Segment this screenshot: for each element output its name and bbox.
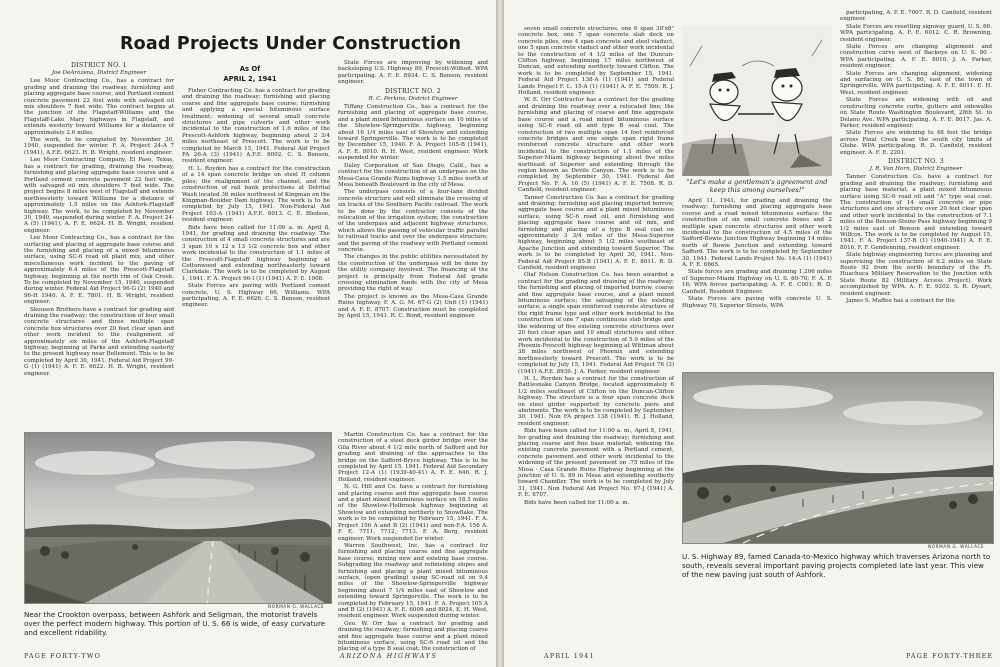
paragraph: Lee Moor Contracting Company, El Paso, Texas, has a contract for grading, draining the roadway, furnishing and placing aggregate base course and a Portland cement concrete pavement 22 feet wide, with salvaged oil mix shoulders 7 feet wide. The project begins 8 miles west of Flagstaff and extends northwesterly toward Williams for a distance of approximately 1.5 miles on the Ashfork-Flagstaff highway. The work, to be completed by November 30, 1940, suspended during winter. F. A. Project 24-A (5) (1941), A. F. E. 6624. H. B. Wright, resident engineer. (24, 157, 174, 234)
highway-photo-ashfork (682, 372, 994, 544)
paragraph: State Forces are changing alignment, widening and surfacing on U. S. 80, east of the town of Springerville. WPA participating. A. F. E. 6011. E. H. West, resident engineer. (840, 70, 992, 96)
paragraph: Tiffany Construction Co., has a contract for the furnishing and placing of aggregate base course, and a plant mixed bituminous surface on 10 miles of the Showlow-Springerville highway, beginning about 16 1/4 miles east of Showlow and extending toward Springerville. The work is to be completed by December 15, 1940. F. A. Project 105-B (1941), A. F. E. 8010. R. H. West, resident engineer. Work suspended for winter. (338, 104, 488, 162)
magazine-name: ARIZONA HIGHWAYS (340, 652, 438, 660)
paragraph: State Forces are changing alignment and construction curve west of Backeye on U. S. 80 - WPA participating. A. F. E. 8010. J. A. Parker, resident engineer. (840, 44, 992, 70)
district-3-engineer: J. R. Van Horn, District Engineer (869, 165, 963, 172)
paragraph: April 11, 1941, for grading and draining the roadway; furnishing and placing aggregate base course and a road mixed bituminous surface: the construction of six small concrete boxes and 2 multiple span concrete structures and other work incidental to the construction of 4.5 miles of the Safford-Bowie Junction Highway beginning 14 miles north of Bowie Junction and extending toward Safford. The work is to be completed by September 30, 1941. Federal Lands Project No. 14-A (1) (1941) A. F. E. 6665. (682, 198, 832, 269)
date-label: APRIL 2, 1941 (223, 75, 277, 83)
paragraph: Skousen Brothers have a contract for grading and draining the roadway; the construction of four small concrete structures and three multiple span concrete box structures over 20 feet clear span and other work incident to the realignment of approximately six miles of the Ashfork-Flagstaff highway, beginning at Parks and extending easterly to the present highway near Bellemont. This is to be completed by April 30, 1941. Federal Aid Project 99-G (1) (1941) A. F. E. 6622. H. B. Wright, resident engineer. (24, 306, 174, 377)
district-2-heading: DISTRICT NO. 2 (385, 87, 441, 95)
road-scene-illustration (25, 433, 331, 603)
paragraph: Geo. W. Orr has a contract for grading and draining the roadway; furnishing and placing coarse and fine aggregate base course and a plant mixed bituminous surface, using SC-6 road oil and the placing of a type B seal coat; the construction of (338, 620, 488, 653)
paragraph: participating, A. F. E. 7007. R. D. Canfield, resident engineer. (840, 10, 993, 23)
road-scene-illustration (683, 373, 993, 543)
paragraph: Tanner Construction Co. have a contract for grading and draining the roadway; furnishing and placing base material, a plant mixed bituminous surface using SC-6 road oil and "A" type seal coat. The construction of 14 small concrete or pipe structures and one structure over 20 feet clear span and other work incidental to the construction of 7.1 miles of the Benson-Steins Pass highway beginning 9 1/2 miles east of Benson and extending toward Willcox. The work is to be completed by August 15, 1941. F. A. Project 137-B (1) (1940-1941) A. F. E. 8016. F. F. Gendenning, resident engineer. (840, 174, 992, 251)
paragraph: Olaf Nelson Construction Co. has been awarded a contract for the grading and draining of the roadway; the furnishing and placing of imported borrow, coarse and fine aggregate base course, and a plant mixed bituminous surface; the salvaging of the existing surface; a single span reinforced concrete structure of the rigid frame type and other work incidental to the construction of one 7 span continuous slab bridge and the widening of five existing concrete structures over 20 feet clear span and 10 small structures and other work incidental to the construction of 5.9 miles of the Phoenix-Prescott highway beginning at Wittman about 38 miles northwest of Phoenix and extending northwesterly toward Prescott. The work is to be completed by July 15, 1941. Federal Aid Project 76 (3) (1941) A.F.E. 8939. J. A. Parker, resident engineer. (518, 272, 674, 375)
paragraph: H. L. Royden has a contract for the construction of Rattlesnake Canyon Bridge, located approximately 6 1/2 miles southeast of Clifton on the Duncan-Clifton highway. The structure is a four span concrete deck on steel girder supported by concrete piers and abutments. The work is to be completed by September 30, 1941. Non FA project 138 (1941). R. J. Holland, resident engineer. (518, 375, 674, 427)
as-of-date (195, 64, 305, 84)
left-column-3-continued (338, 432, 488, 653)
district-1-heading: DISTRICT NO. 1 (71, 62, 127, 69)
paragraph: The changes in the public utilities necessitated by the construction of the underpass will be done by the utility company involved. The financing of the project is principally from Federal Aid grade crossing elimination funds with the city of Mesa providing the right of way. (338, 254, 488, 293)
paragraph: seven small concrete structures, one 6 span 30'x8" concrete box, one 7 span concrete slab deck on concrete piles, one 4 span concrete and steel viaduct, one 5 span concrete viaduct and other work incidental to the construction of 4 1/2 miles of the Duncan-Clifton highway, beginning 17 miles northwest of Duncan, and extending northerly toward Clifton. The work is to be completed by September 15, 1941. Federal Aid Project 138-A (1) (1941) and Federal Lands Project F. L. 15-A (1) (1941) A. F. E. 7509. R. J. Holland, resident engineer. (518, 26, 674, 97)
paragraph: State forces are grading and draining 1,206 miles of Superior-Miami Highway on U. S. 60-70; F. A. P. 16; WPA forces participating, A. F. E. C001; R. D. Canfield, Resident Engineer. (682, 269, 832, 295)
issue-date: APRIL 1941 (544, 652, 595, 660)
paragraph: Warren Southwest, Inc. has a contract for furnishing and placing coarse and fine aggregate base course; mixing new and existing base course. Subgrading the roadway and refinishing slopes and furnishing and placing a plant mixed bituminous surface, (open grading) using SC-road oil on 9.4 miles of the Showlow-Springerville highway beginning about 7 1/4 miles east of Showlow and extending toward Springerville. The work is to be completed by February 15, 1941. F. A. Project 105 A and B (2) (1941) A. F. E. 6009 and 8024, E. H. West, resident engineer. Work suspended during winter. (338, 542, 488, 620)
paragraph: State Forces are widening to 48 feet the bridge across Pinal Creek near the south city limits of Globe. WPA participating. R. D. Canfield, resident engineer. A. F. E. 2201. (840, 130, 992, 156)
photo-caption: Near the Crookton overpass, between Ashfork and Seligman, the motorist travels over the perfect modern highway. This portion of U. S. 66 is wide, of easy curvature and excellent ridability. (24, 610, 326, 637)
cartoon-drawing (682, 26, 832, 176)
page-number-right: PAGE FORTY-THREE (906, 652, 994, 660)
paragraph: W. E. Orr Contractor has a contract for the grading and draining the roadway over a relocated line; the furnishing and placing of coarse and fine aggregate base course and a road mixed bituminous surface using SC-6 road oil and type B seal coat. The construction of two multiple span 14 foot reinforced concrete bridges and one single span rigid frame reinforced concrete structure and other work incidental to the construction of 1.1 miles of the Superior-Miami highway beginning about five miles northeast of Superior and extending through the region known as Devils Canyon. The work is to be completed by September 30, 1941. Federal Aid Project No. F. A. 16 (5) (1941) A. F. E. 7508. R. D. Canfield, resident engineer. (518, 97, 674, 194)
cartoon-illustration (682, 26, 832, 176)
paragraph: Lee Moor Contracting Co., has a contract for grading and draining the roadway, furnishing and placing aggregate base course, and Portland cement concrete pavement 22 feet wide with salvaged oil mix shoulders 7 feet wide. The contract begins at the junction of the Flagstaff-Williams and the Flagstaff-Lake Mary highways in Flagstaff, and extends westerly toward Williams for a distance of approximately 2.6 miles. (24, 78, 174, 136)
paragraph: Tanner Construction Co. has a contract for grading and draining; furnishing and placing imported borrow, aggregate base course and a plant mixed bituminous surface, using SC-6 road oil, and furnishing and placing aggregate base course and oil mix, and furnishing and placing of a type B seal coat on approximately 3 3/4 miles of the Mesa-Superior highway, beginning about 5 1/2 miles southeast of Apache Junction and extending toward Superior. The work is to be completed by April 30, 1941. Non-Federal Aid Project 85-B (1941) A. F. E. 8011. R. D. Canfield, resident engineer. (518, 194, 674, 272)
page-forty-three (504, 0, 1000, 667)
district-3-heading: DISTRICT NO. 3 (888, 157, 944, 165)
paragraph: State Forces are resetting signway guard, U. S. 60. WPA participating. A. F. E. 6012. C. R. Browning, resident engineer. (840, 23, 992, 43)
paragraph: State Forces are paving with Portland cement concrete, U. S. Highway 66, Williams. WPA participating. A. F. E. 6626. C. S. Benson, resident engineer. (182, 283, 330, 309)
paragraph: H. L. Royden has a contract for the construction of a 14 span concrete bridge on steel H column piles; the realignment of the channel, and the construction of rail bank protections at Detrital Wash located 36 miles northwest of Kingman on the Kingman-Boulder Dam highway. The work is to be completed by July 15, 1941. Non-Federal Aid Project 103-A (1941) A.F.E. 8013. C. E. Bledsoe, resident engineer. (182, 165, 330, 224)
photo-caption: U. S. Highway 89, famed Canada-to-Mexico highway which traverses Arizona north to south, reveals several important paving projects completed late last year. This view of the new paving just south of Ashfork. (682, 552, 991, 579)
paragraph: Martin Construction Co. has a contract for the construction of a steel deck girder bridge over the Gila River about 4 1/2 mile north of Safford and for grading and draining of the approaches to the bridge on the Safford-Bryce highway. This is to be completed by April 15, 1941. Federal Aid Secondary Project 12-A (1) (1939-40-41) A. F. E. 646. R. J. Holland, resident engineer. (338, 432, 488, 483)
paragraph: Daley Corporation of San Diego, Calif., has a contract for the construction of an underpass on the Mesa-Casa Grande Ruins highway 1.5 miles north of Mesa beneath Boulevard in the city of Mesa. (338, 162, 488, 188)
paragraph: The project is known as the Mesa-Casa Grande Ruins highway, F. A. G. M. 67-G (2) Unit (1) (1941) and A. F. E. 8707. Construction must be completed by April 15, 1941. R. C. Bond, resident engineer. (338, 293, 488, 320)
paragraph: Bids have been called for 11:00 a. m. (524, 499, 630, 506)
paragraph: Bids have been called for 11:00 a. m. April 8, 1941, for grading and draining the roadway. The construction of 4 small concrete structures and are 3 span 10 x 12 x 13 1/2 concrete box and other work incidental to the construction of 1.1 miles of the Prescott-Flagstaff highway beginning at Cottonwood and extending northeasterly toward Clarkdale. The work is to be completed by August 1, 1941. F. A. Project 96-I (1) (1941) A. F. E. 1908. (182, 224, 330, 282)
paragraph: State Forces are widening with oil and constructing concrete curbs, gutters and sidewalks on State Route Washington Boulevard, 28th St. to Delano Ave. WPA participating. A. F. E. 8017. Jas. A. Parker, resident engineer. (840, 97, 992, 129)
page-forty-two (0, 0, 496, 667)
paragraph: The underpass consists of a four-lane divided concrete structure and will eliminate the crossing of six tracks of the Southern Pacific railroad. The work to be done by the contractor consists of the relocation of the irrigation system; the construction of the underpass and adjacent highway structures, which allows the passing of vehicular traffic parallel to railroad tracks and over the underpass structure; and the paving of the roadway with Portland cement concrete. (338, 189, 488, 253)
paragraph: N. G. Hill and Co. have a contract for furnishing and placing coarse and fine aggregate base course and a plant mixed bituminous surface on 18.5 miles of the Showlow-Holbrook highway beginning at Showlow and extending northerly to Snowflake. The work is to be completed by February 15, 1941. F. A. Project 156 A and B (2) (1941) and non-F.A. 156 A. F. E. 7711, 7712, 7713. F. A. Berg, resident engineer. Work suspended for winter. (338, 484, 488, 542)
cartoon-caption: "Let's make a gentleman's agreement and keep this among ourselves!" (686, 178, 828, 194)
highway-photo-crookton (24, 432, 332, 604)
paragraph: State highway engineering forces are planning and supervising the construction of 6.2 miles on State Route 92 from the north boundary of the Ft. Huachuca Military Reservation to the Junction with State Route 82 (Military Access Project). Work accomplished by WPA. A. F. E. 9202. S. R. Dysart, resident engineer. (840, 252, 992, 297)
right-column-3 (840, 10, 993, 305)
right-column-1 (518, 26, 674, 646)
left-column-2 (182, 88, 330, 430)
paragraph: The work, to be completed by November 30, 1940, suspended for winter. F. A. Project 24-A 7 (1941), A.F.E. 6623. H. B. Wright, resident engineer. (24, 137, 174, 156)
paragraph: Lee Moor Contracting Co., has a contract for the surfacing and placing of aggregate base course and the furnishing and placing of a mixed bituminous surface, using SC-6 road oil plant mix, and other miscellaneous work incident to the paving of approximately 6.4 miles of the Prescott-Flagstaff highway, beginning at the north rim of Oak Creek. To be completed by November 15, 1940, suspended during winter. Federal Aid Project 96-G (2) 1940 and 96-H 1940. A. F. E. 7801. H. B. Wright, resident engineer. (24, 235, 174, 306)
left-column-1 (24, 60, 174, 430)
paragraph: State Forces are paving with concrete U. S. Highway 70, Superior Streets, WPA (682, 296, 832, 309)
paragraph: James S. Maffeo has a contract for the (846, 298, 955, 305)
paragraph: Fisher Contracting Co. has a contract for grading and draining the roadway; furnishing and placing coarse and fine aggregate base course; furnishing and applying a special bituminous surface treatment; widening of several small concrete structures and pipe culverts and other work incidental to the construction of 1.6 miles of the Prescott-Ashfork highway, beginning about 2 3/4 miles northeast of Prescott. The work is to be completed by March 15, 1941. Federal Aid Project FA 26-A (3) (1941) A.F.E. 8002. C. S. Benson, resident engineer. (182, 88, 330, 165)
left-column-3 (338, 60, 488, 430)
binding-gutter (496, 0, 504, 667)
paragraph: Bids have been called for 11:00 a. m., April 8, 1941, for grading and draining the roadway; furnishing and placing coarse and fine base material; widening the existing concrete pavement with a Portland cement, concrete pavement and other work incidental to the widening of the present pavement on .75 miles of the Mesa - Casa Grande Ruins Highway beginning at the junction of U. S. 89 in Mesa and extending southerly toward Chandler. The work is to be completed by July 31, 1941. Non Federal Aid Project No. 97-J (1941) A. F. E. 8707. (518, 428, 674, 499)
photo-credit: NORMAN G. WALLACE (268, 604, 325, 609)
photo-credit: NORMAN G. WALLACE (928, 544, 985, 549)
district-2-engineer: R. C. Perkins, District Engineer (368, 95, 458, 102)
as-of-label: As Of (239, 65, 261, 73)
page-number-left: PAGE FORTY-TWO (24, 652, 102, 660)
paragraph: State Forces are improving by widening and backsloping U.S. Highway 89, Prescott-Wilhoit. WPA participating. A. F. E. 8934. C. S. Benson, resident engineer. (338, 60, 488, 86)
district-1-engineer: Joe DeArozena, District Engineer (51, 70, 147, 76)
article-title: Road Projects Under Construction (120, 34, 462, 54)
